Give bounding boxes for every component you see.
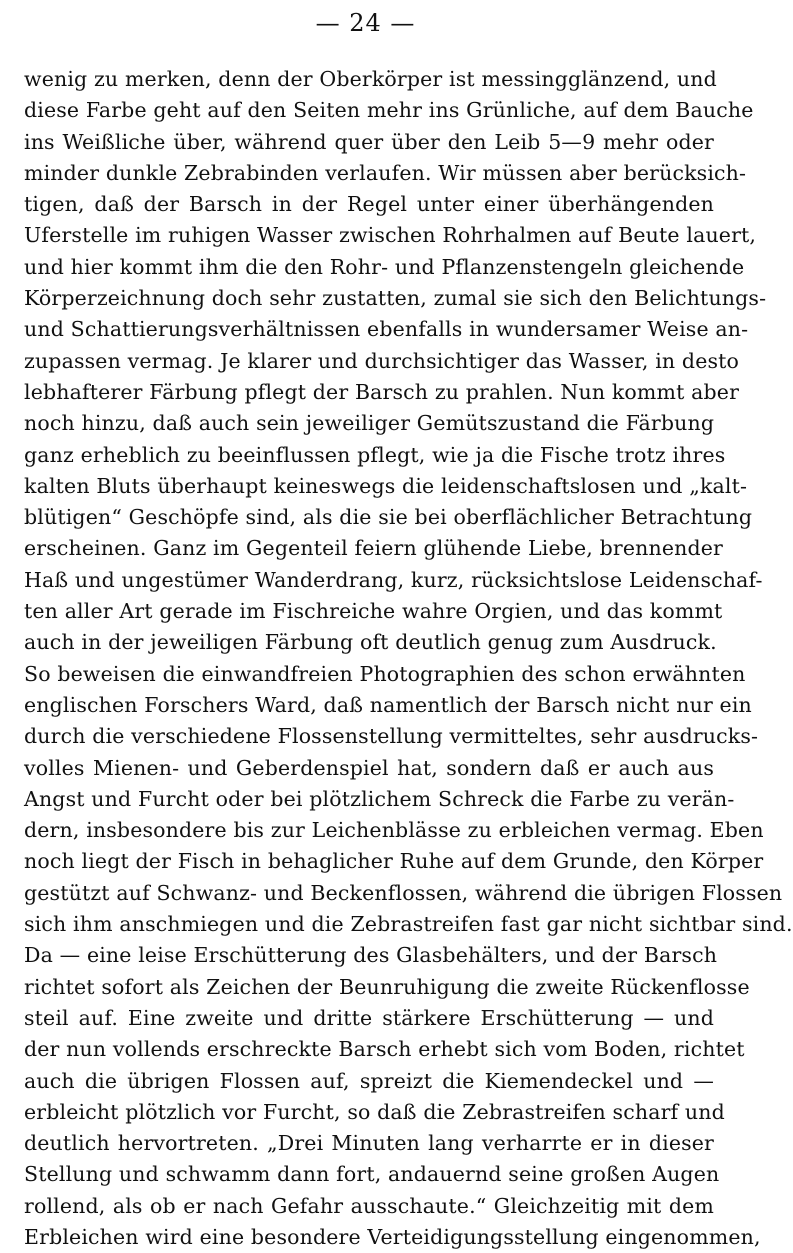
body-text: [24, 64, 793, 1253]
text-line: erbleicht plötzlich vor Furcht, so daß die Zebrastreifen scharf und: [24, 1099, 725, 1124]
page-number: — 24 —: [315, 9, 416, 37]
text-line: rollend, als ob er nach Gefahr ausschaute.“ Gleichzeitig mit dem: [24, 1193, 714, 1218]
text-line: deutlich hervortreten. „Drei Minuten lang verharrte er in dieser: [24, 1131, 714, 1156]
text-line: ganz erheblich zu beeinflussen pflegt, wie ja die Fische trotz ihres: [24, 442, 726, 467]
text-line: wenig zu merken, denn der Oberkörper ist messingglänzend, und: [24, 67, 717, 91]
text-line: blütigen“ Geschöpfe sind, als die sie bei oberflächlicher Betrachtung: [24, 505, 753, 530]
text-line: noch hinzu, daß auch sein jeweiliger Gemütszustand die Färbung: [24, 411, 715, 436]
text-line: Haß und ungestümer Wanderdrang, kurz, rücksichtslose Leidenschaf-: [24, 567, 763, 592]
text-line: Da — eine leise Erschütterung des Glasbehälters, und der Barsch: [24, 943, 718, 968]
text-line: noch liegt der Fisch in behaglicher Ruhe auf dem Grunde, den Körper: [24, 849, 764, 874]
text-line: volles Mienen- und Geberdenspiel hat, sondern daß er auch aus: [24, 755, 714, 780]
text-line: minder dunkle Zebrabinden verlaufen. Wir müssen aber berücksich-: [24, 160, 747, 185]
text-line: englischen Forschers Ward, daß namentlich der Barsch nicht nur ein: [24, 692, 752, 717]
text-line: tigen, daß der Barsch in der Regel unter einer überhängenden: [24, 192, 714, 217]
text-line: auch in der jeweiligen Färbung oft deutlich genug zum Ausdruck.: [24, 630, 717, 655]
text-line: ten aller Art gerade im Fischreiche wahre Orgien, und das kommt: [24, 599, 723, 624]
text-line: durch die verschiedene Flossenstellung vermitteltes, sehr ausdrucks-: [24, 724, 759, 749]
text-line: So beweisen die einwandfreien Photographien des schon erwähnten: [24, 661, 746, 686]
text-line: zupassen vermag. Je klarer und durchsichtiger das Wasser, in desto: [24, 348, 740, 373]
text-line: ins Weißliche über, während quer über den Leib 5—9 mehr oder: [24, 129, 714, 154]
text-line: Angst und Furcht oder bei plötzlichem Schreck die Farbe zu verän-: [24, 786, 735, 811]
text-line: auch die übrigen Flossen auf, spreizt die Kiemendeckel und —: [24, 1068, 714, 1093]
text-line: Körperzeichnung doch sehr zustatten, zumal sie sich den Belichtungs-: [24, 286, 767, 311]
text-line: Erbleichen wird eine besondere Verteidigungsstellung eingenommen,: [24, 1224, 761, 1249]
text-line: lebhafterer Färbung pflegt der Barsch zu prahlen. Nun kommt aber: [24, 379, 740, 404]
text-line: der nun vollends erschreckte Barsch erhebt sich vom Boden, richtet: [24, 1037, 745, 1062]
text-line: steil auf. Eine zweite und dritte stärkere Erschütterung — und: [24, 1005, 714, 1030]
text-line: gestützt auf Schwanz- und Beckenflossen, während die übrigen Flossen: [24, 880, 783, 905]
text-line: Stellung und schwamm dann fort, andauernd seine großen Augen: [24, 1162, 720, 1187]
text-line: und Schattierungsverhältnissen ebenfalls in wundersamer Weise an-: [24, 317, 749, 342]
text-line: richtet sofort als Zeichen der Beunruhigung die zweite Rückenflosse: [24, 974, 750, 999]
text-line: sich ihm anschmiegen und die Zebrastreifen fast gar nicht sichtbar sind.: [24, 912, 793, 937]
text-line: und hier kommt ihm die den Rohr- und Pflanzenstengeln gleichende: [24, 254, 745, 279]
text-line: kalten Bluts überhaupt keineswegs die leidenschaftslosen und „kalt-: [24, 473, 748, 498]
text-line: diese Farbe geht auf den Seiten mehr ins Grünliche, auf dem Bauche: [24, 98, 754, 123]
text-line: dern, insbesondere bis zur Leichenblässe zu erbleichen vermag. Eben: [24, 818, 764, 843]
text-line: Uferstelle im ruhigen Wasser zwischen Rohrhalmen auf Beute lauert,: [24, 223, 757, 248]
text-line: erscheinen. Ganz im Gegenteil feiern glühende Liebe, brennender: [24, 536, 723, 561]
